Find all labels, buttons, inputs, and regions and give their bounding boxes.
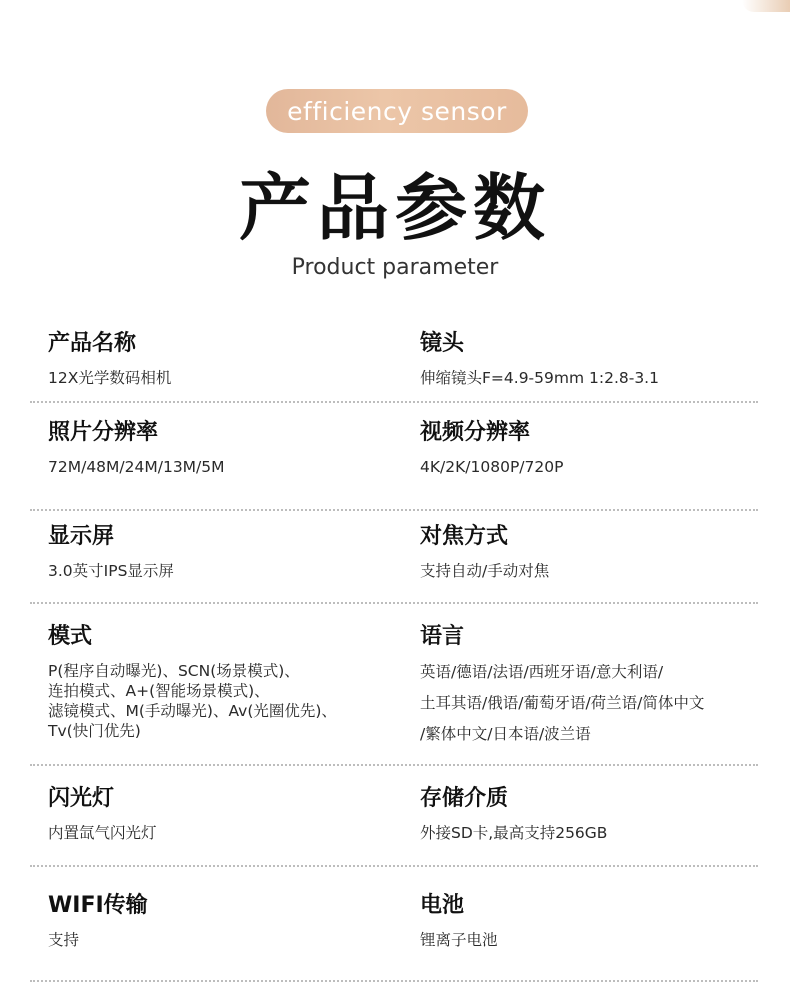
spec-table <box>30 310 758 982</box>
spec-flash <box>48 785 403 843</box>
spec-video-resolution <box>420 419 760 477</box>
spec-value: 支持自动/手动对焦 <box>420 562 550 580</box>
spec-value: 3.0英寸IPS显示屏 <box>48 562 174 580</box>
spec-label: 镜头 <box>420 331 465 356</box>
spec-value: 外接SD卡,最高支持256GB <box>420 824 608 842</box>
corner-decoration <box>742 0 790 12</box>
spec-label: 照片分辨率 <box>48 420 159 445</box>
spec-row <box>30 867 758 982</box>
spec-storage <box>420 785 760 843</box>
spec-label: 闪光灯 <box>48 786 115 811</box>
spec-label: 电池 <box>420 893 465 918</box>
spec-focus <box>420 523 760 581</box>
spec-label: 对焦方式 <box>420 524 509 549</box>
spec-row <box>30 766 758 867</box>
spec-photo-resolution <box>48 419 403 477</box>
spec-value: 12X光学数码相机 <box>48 369 172 387</box>
spec-row <box>30 403 758 511</box>
spec-label: 视频分辨率 <box>420 420 531 445</box>
spec-row <box>30 511 758 604</box>
spec-value: 4K/2K/1080P/720P <box>420 458 564 476</box>
spec-label: 产品名称 <box>48 331 137 356</box>
spec-label: 显示屏 <box>48 524 115 549</box>
spec-row <box>30 310 758 403</box>
spec-label: 语言 <box>420 624 465 649</box>
badge-text: efficiency sensor <box>287 96 507 126</box>
spec-label: WIFI传输 <box>48 893 148 918</box>
spec-value: 锂离子电池 <box>420 931 498 949</box>
spec-row <box>30 604 758 766</box>
spec-value: 英语/德语/法语/西班牙语/意大利语/ 土耳其语/俄语/葡萄牙语/荷兰语/简体中文 /繁体中文/日本语/波兰语 <box>420 663 705 743</box>
page-title: 产品参数 <box>238 166 551 250</box>
spec-label: 存储介质 <box>420 786 509 811</box>
spec-value: 支持 <box>48 931 80 949</box>
spec-value: 72M/48M/24M/13M/5M <box>48 458 225 476</box>
spec-value: 伸缩镜头F=4.9-59mm 1:2.8-3.1 <box>420 369 659 387</box>
badge-pill <box>266 89 528 133</box>
spec-label: 模式 <box>48 624 93 649</box>
spec-wifi <box>48 892 403 950</box>
spec-lens <box>420 330 760 388</box>
page-subtitle: Product parameter <box>291 255 499 280</box>
spec-battery <box>420 892 760 950</box>
spec-mode <box>48 623 403 741</box>
spec-display <box>48 523 403 581</box>
spec-language <box>420 623 760 750</box>
spec-value: 内置氙气闪光灯 <box>48 824 157 842</box>
spec-value: P(程序自动曝光)、SCN(场景模式)、 连拍模式、A+(智能场景模式)、 滤镜模式、M(手动曝光)、Av(光圈优先)、 Tv(快门优先) <box>48 662 337 740</box>
spec-product-name <box>48 330 403 388</box>
